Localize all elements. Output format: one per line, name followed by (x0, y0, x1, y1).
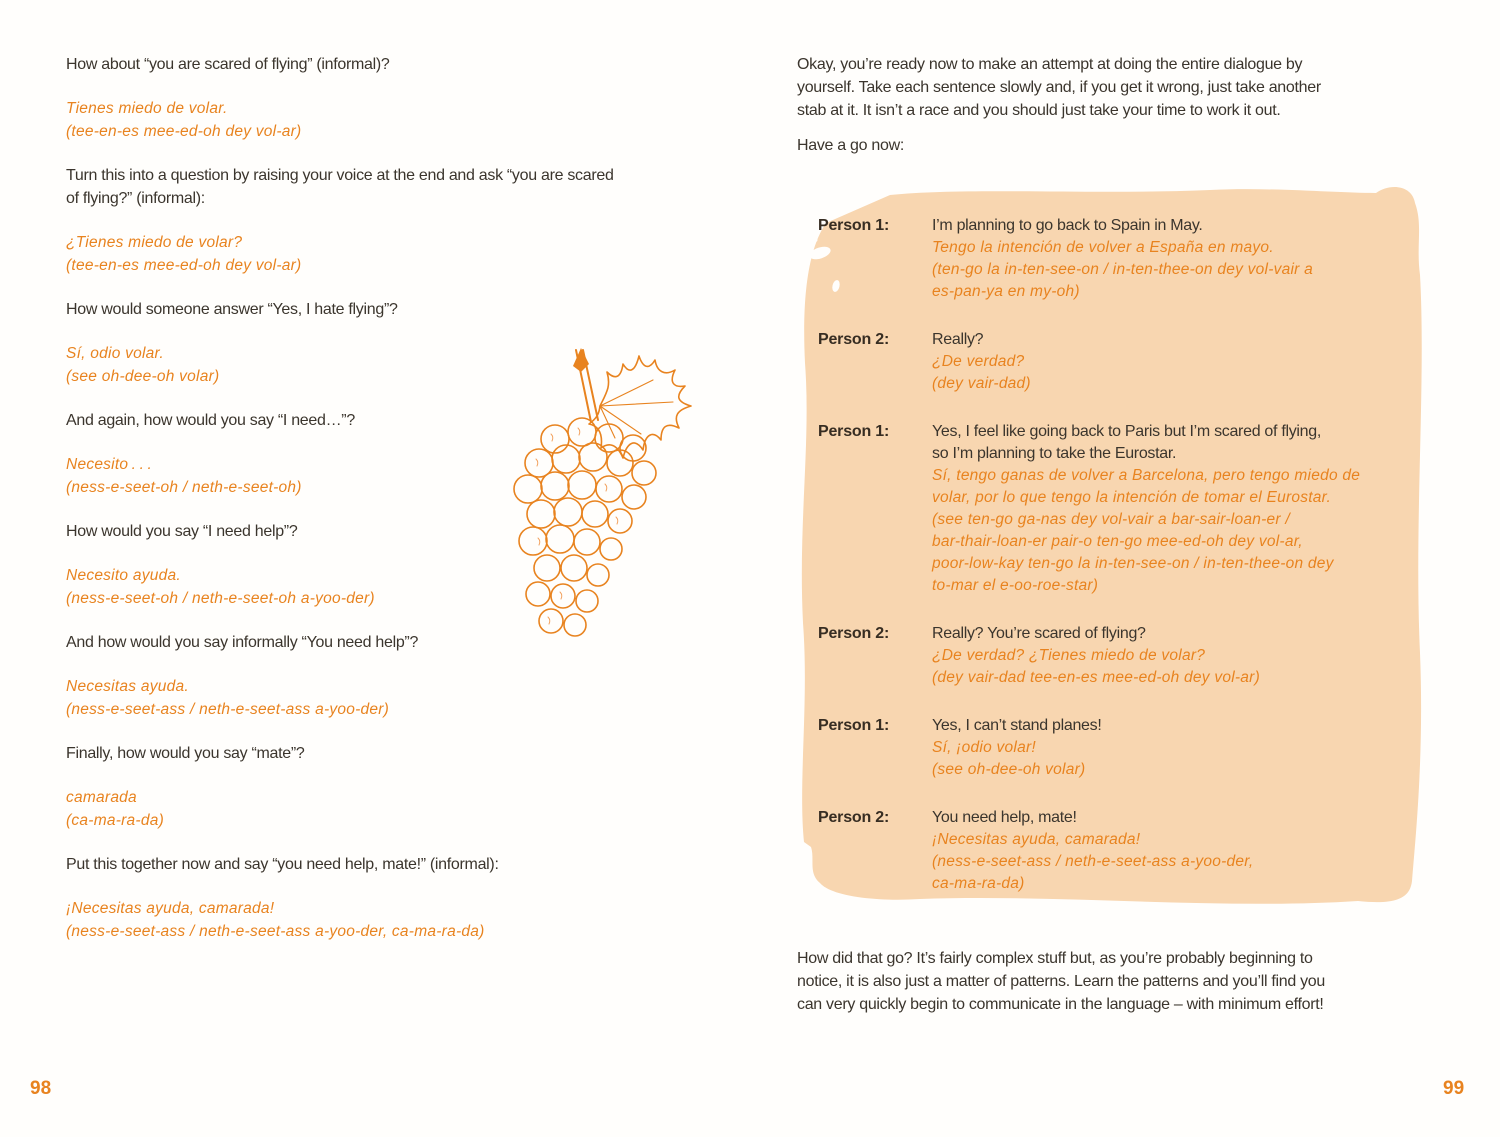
answer-text: (tee-en-es mee-ed-oh dey vol-ar) (66, 257, 302, 274)
english-line: You need help, mate! (932, 809, 1077, 826)
page-right-content (797, 53, 1447, 157)
answer-block (66, 897, 716, 943)
english-line: Really? You’re scared of flying? (932, 625, 1146, 642)
intro-line: yourself. Take each sentence slowly and, if you get it wrong, just take another (797, 79, 1321, 96)
speech-lines (932, 421, 1360, 597)
outro-line: notice, it is also just a matter of patterns. Learn the patterns and you’ll find you (797, 973, 1325, 990)
dialogue-turn (818, 329, 1418, 395)
english-line: Yes, I can’t stand planes! (932, 717, 1102, 734)
spanish-line: ¿De verdad? ¿Tienes miedo de volar? (932, 647, 1206, 664)
question-block (66, 53, 716, 76)
answer-text: Necesitas ayuda. (66, 678, 189, 695)
speech-lines (932, 623, 1260, 689)
dialogue-turn (818, 715, 1418, 781)
speaker-label: Person 1: (818, 717, 890, 734)
answer-text: Necesito ayuda. (66, 567, 181, 584)
phonetic-line: (ten-go la in-ten-see-on / in-ten-thee-on dey vol-vair a (932, 261, 1314, 278)
answer-text: (tee-en-es mee-ed-oh dey vol-ar) (66, 123, 302, 140)
grapes-illustration (503, 342, 698, 642)
answer-text: Tienes miedo de volar. (66, 100, 228, 117)
dialogue-turn (818, 215, 1418, 303)
speech-lines (932, 329, 1031, 395)
phonetic-line: (see oh-dee-oh volar) (932, 761, 1086, 778)
page-number-left: 98 (30, 1078, 52, 1099)
english-line: Yes, I feel like going back to Paris but I’m scared of flying, (932, 423, 1322, 440)
outro-paragraph (797, 947, 1325, 1016)
phonetic-line: ca-ma-ra-da) (932, 875, 1025, 892)
answer-text: ¿Tienes miedo de volar? (66, 234, 243, 251)
phonetic-line: (see ten-go ga-nas dey vol-vair a bar-sair-loan-er / (932, 511, 1290, 528)
speaker-label: Person 2: (818, 331, 890, 348)
answer-text: Necesito . . . (66, 456, 153, 473)
answer-text: camarada (66, 789, 137, 806)
question-block (66, 742, 716, 765)
dialogue-turn (818, 421, 1418, 597)
answer-block (66, 231, 716, 277)
answer-text: ¡Necesitas ayuda, camarada! (66, 900, 275, 917)
answer-text: (ness-e-seet-ass / neth-e-seet-ass a-yoo-der) (66, 701, 390, 718)
phonetic-line: poor-low-kay ten-go la in-ten-see-on / in-ten-thee-on dey (932, 555, 1334, 572)
speech-lines (932, 215, 1313, 303)
question-block (66, 164, 716, 210)
question-text: How would you say “I need help”? (66, 523, 298, 540)
answer-text: Sí, odio volar. (66, 345, 164, 362)
answer-block (66, 786, 716, 832)
question-text: Put this together now and say “you need help, mate!” (informal): (66, 856, 499, 873)
spanish-line: Tengo la intención de volver a España en mayo. (932, 239, 1274, 256)
intro-line: Okay, you’re ready now to make an attempt at doing the entire dialogue by (797, 56, 1303, 73)
dialogue-content (818, 215, 1418, 921)
spanish-line: volar, por lo que tengo la intención de tomar el Eurostar. (932, 489, 1332, 506)
spanish-line: Sí, ¡odio volar! (932, 739, 1036, 756)
phonetic-line: (dey vair-dad tee-en-es mee-ed-oh dey vol-ar) (932, 669, 1261, 686)
spanish-line: ¿De verdad? (932, 353, 1025, 370)
dialogue-box (790, 183, 1440, 933)
answer-block (66, 97, 716, 143)
question-text: And again, how would you say “I need…”? (66, 412, 355, 429)
answer-block (66, 675, 716, 721)
dialogue-turn (818, 807, 1418, 895)
english-line: Really? (932, 331, 984, 348)
question-text: Turn this into a question by raising your voice at the end and ask “you are scared (66, 167, 614, 184)
spanish-line: ¡Necesitas ayuda, camarada! (932, 831, 1141, 848)
spanish-line: Sí, tengo ganas de volver a Barcelona, pero tengo miedo de (932, 467, 1361, 484)
outro-line: How did that go? It’s fairly complex stuff but, as you’re probably beginning to (797, 950, 1313, 967)
answer-text: (ness-e-seet-oh / neth-e-seet-oh) (66, 479, 302, 496)
speaker-label: Person 1: (818, 423, 890, 440)
question-text: How would someone answer “Yes, I hate flying”? (66, 301, 398, 318)
question-text: How about “you are scared of flying” (informal)? (66, 56, 390, 73)
question-text: of flying?” (informal): (66, 190, 205, 207)
english-line: so I’m planning to take the Eurostar. (932, 445, 1177, 462)
english-line: I’m planning to go back to Spain in May. (932, 217, 1203, 234)
speaker-label: Person 1: (818, 217, 890, 234)
phonetic-line: bar-thair-loan-er pair-o ten-go mee-ed-oh dey vol-ar, (932, 533, 1303, 550)
question-block (66, 853, 716, 876)
answer-text: (see oh-dee-oh volar) (66, 368, 220, 385)
speech-lines (932, 807, 1253, 895)
intro-paragraph (797, 53, 1447, 122)
intro-line: stab at it. It isn’t a race and you should just take your time to work it out. (797, 102, 1281, 119)
question-text: And how would you say informally “You need help”? (66, 634, 419, 651)
speaker-label: Person 2: (818, 809, 890, 826)
dialogue-turn (818, 623, 1418, 689)
phonetic-line: (ness-e-seet-ass / neth-e-seet-ass a-yoo-der, (932, 853, 1254, 870)
phonetic-line: (dey vair-dad) (932, 375, 1031, 392)
answer-text: (ca-ma-ra-da) (66, 812, 164, 829)
question-block (66, 298, 716, 321)
answer-text: (ness-e-seet-oh / neth-e-seet-oh a-yoo-der) (66, 590, 375, 607)
speaker-label: Person 2: (818, 625, 890, 642)
question-text: Finally, how would you say “mate”? (66, 745, 305, 762)
outro-line: can very quickly begin to communicate in the language – with minimum effort! (797, 996, 1324, 1013)
page-number-right: 99 (1443, 1078, 1465, 1099)
answer-text: (ness-e-seet-ass / neth-e-seet-ass a-yoo-der, ca-ma-ra-da) (66, 923, 485, 940)
phonetic-line: to-mar el e-oo-roe-star) (932, 577, 1099, 594)
have-a-go-text: Have a go now: (797, 137, 904, 154)
speech-lines (932, 715, 1102, 781)
phonetic-line: es-pan-ya en my-oh) (932, 283, 1080, 300)
